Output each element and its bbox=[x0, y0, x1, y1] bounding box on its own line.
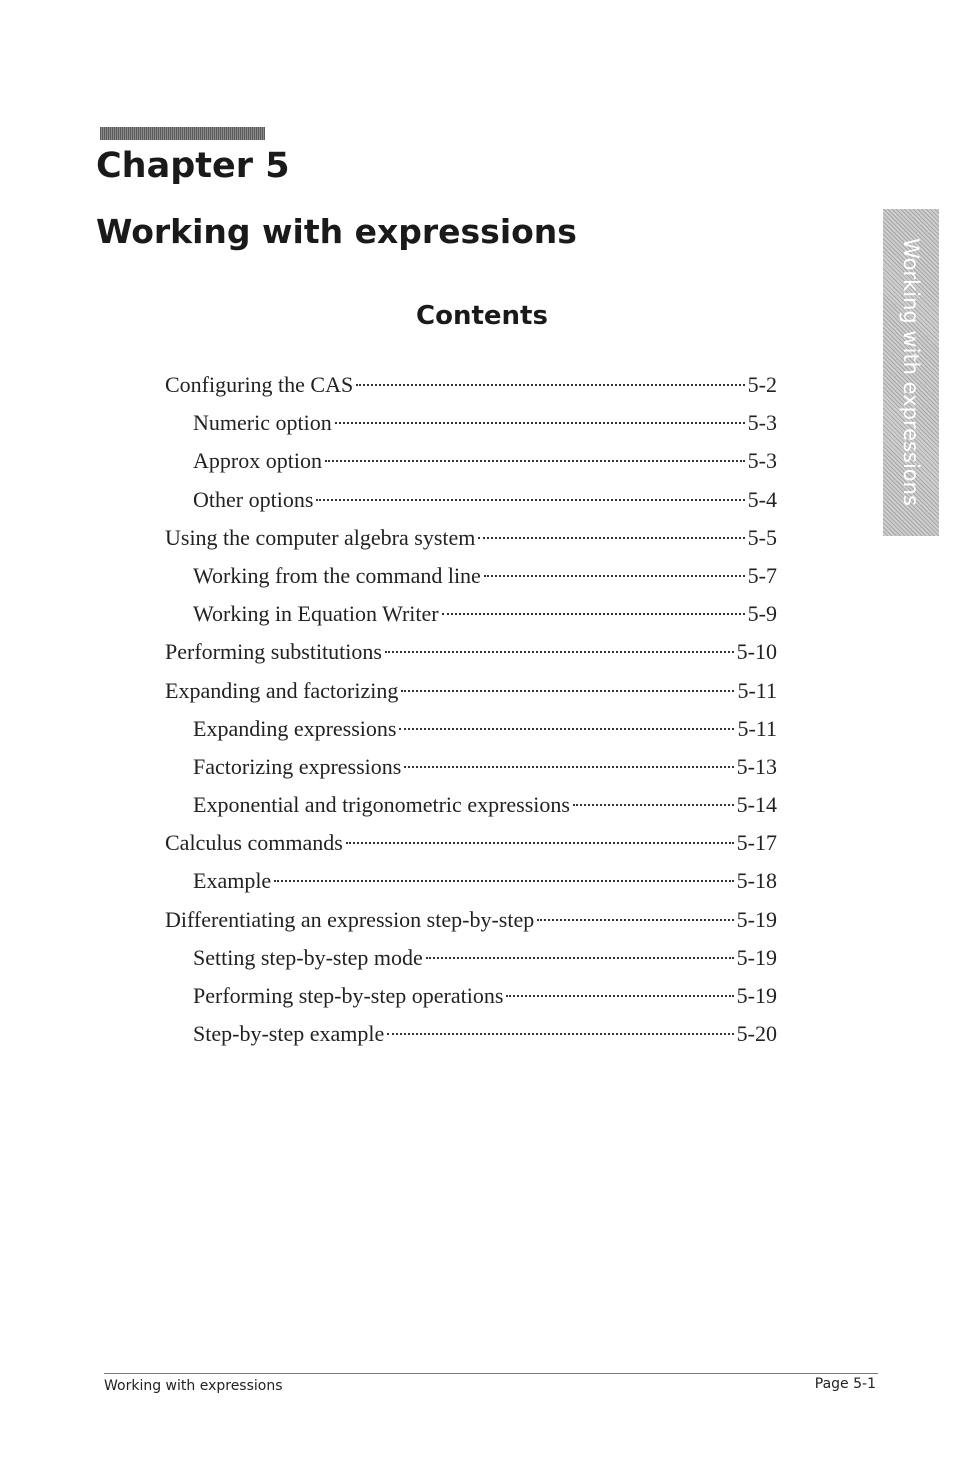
toc-entry-title: Factorizing expressions bbox=[193, 753, 402, 779]
toc-entry-title: Using the computer algebra system bbox=[165, 524, 476, 550]
toc-entry-page: 5-11 bbox=[737, 715, 777, 741]
toc-entry-page: 5-11 bbox=[737, 677, 777, 703]
toc-entry[interactable] bbox=[165, 1015, 777, 1053]
toc-entry[interactable] bbox=[165, 672, 777, 710]
toc-entry-title: Differentiating an expression step-by-step bbox=[165, 906, 535, 932]
toc-dot-leader bbox=[484, 575, 745, 577]
toc-entry[interactable] bbox=[165, 824, 777, 862]
toc-entry-page: 5-19 bbox=[736, 906, 777, 932]
table-of-contents bbox=[165, 366, 777, 1053]
toc-entry-page: 5-2 bbox=[747, 372, 777, 397]
toc-dot-leader bbox=[346, 842, 734, 844]
toc-dot-leader bbox=[399, 728, 734, 730]
chapter-decorative-bar bbox=[100, 127, 265, 140]
toc-entry-title: Performing step-by-step operations bbox=[193, 983, 504, 1008]
toc-dot-leader bbox=[426, 957, 734, 959]
toc-entry[interactable] bbox=[165, 633, 777, 671]
footer-divider bbox=[104, 1373, 878, 1374]
toc-dot-leader bbox=[387, 1033, 733, 1035]
toc-entry-page: 5-10 bbox=[736, 639, 777, 665]
toc-entry-title: Numeric option bbox=[193, 410, 332, 436]
toc-entry[interactable] bbox=[165, 786, 777, 824]
toc-entry-title: Exponential and trigonometric expressions bbox=[193, 792, 570, 818]
toc-dot-leader bbox=[537, 919, 733, 921]
toc-entry[interactable] bbox=[165, 939, 777, 977]
toc-dot-leader bbox=[325, 460, 745, 462]
chapter-title: Working with expressions bbox=[96, 212, 577, 251]
toc-entry-title: Approx option bbox=[193, 448, 322, 474]
toc-entry-page: 5-3 bbox=[747, 410, 777, 436]
toc-entry[interactable] bbox=[165, 519, 777, 557]
toc-entry-title: Step-by-step example bbox=[193, 1021, 385, 1047]
toc-entry[interactable] bbox=[165, 748, 777, 786]
toc-entry[interactable] bbox=[165, 977, 777, 1015]
toc-entry-page: 5-19 bbox=[736, 983, 777, 1008]
toc-dot-leader bbox=[442, 613, 745, 615]
toc-entry-title: Calculus commands bbox=[165, 830, 343, 856]
toc-entry-page: 5-3 bbox=[747, 448, 777, 474]
toc-entry[interactable] bbox=[165, 862, 777, 900]
toc-entry-page: 5-9 bbox=[747, 601, 777, 627]
toc-dot-leader bbox=[356, 384, 744, 386]
footer-section-title: Working with expressions bbox=[104, 1378, 283, 1394]
toc-entry-title: Setting step-by-step mode bbox=[193, 944, 423, 970]
toc-dot-leader bbox=[335, 422, 745, 424]
toc-entry-title: Performing substitutions bbox=[165, 639, 382, 665]
toc-entry-page: 5-13 bbox=[736, 753, 777, 779]
toc-entry-title: Configuring the CAS bbox=[165, 372, 354, 397]
toc-entry-page: 5-17 bbox=[736, 830, 777, 856]
toc-entry-title: Other options bbox=[193, 486, 314, 512]
toc-entry[interactable] bbox=[165, 442, 777, 480]
footer-page-number: Page 5-1 bbox=[814, 1376, 876, 1392]
toc-entry-page: 5-7 bbox=[747, 562, 777, 588]
toc-entry[interactable] bbox=[165, 710, 777, 748]
toc-dot-leader bbox=[401, 690, 734, 692]
toc-entry-title: Working from the command line bbox=[193, 562, 481, 588]
contents-heading: Contents bbox=[416, 301, 548, 331]
side-tab-label: Working with expressions bbox=[899, 238, 923, 506]
toc-dot-leader bbox=[478, 537, 744, 539]
toc-entry-title: Expanding and factorizing bbox=[165, 677, 399, 703]
toc-entry-page: 5-20 bbox=[736, 1021, 777, 1047]
chapter-label: Chapter 5 bbox=[96, 146, 290, 186]
toc-dot-leader bbox=[506, 995, 733, 997]
toc-entry-title: Expanding expressions bbox=[193, 715, 397, 741]
toc-entry-page: 5-5 bbox=[747, 524, 777, 550]
toc-entry[interactable] bbox=[165, 595, 777, 633]
toc-entry[interactable] bbox=[165, 404, 777, 442]
toc-dot-leader bbox=[274, 880, 733, 882]
toc-entry-title: Working in Equation Writer bbox=[193, 601, 439, 627]
toc-dot-leader bbox=[573, 804, 734, 806]
toc-entry-page: 5-4 bbox=[747, 486, 777, 512]
side-thumb-tab bbox=[883, 209, 939, 536]
toc-dot-leader bbox=[316, 499, 744, 501]
toc-entry-page: 5-19 bbox=[736, 944, 777, 970]
toc-dot-leader bbox=[404, 766, 733, 768]
toc-entry[interactable] bbox=[165, 481, 777, 519]
toc-entry[interactable] bbox=[165, 557, 777, 595]
toc-entry-title: Example bbox=[193, 868, 272, 894]
toc-entry[interactable] bbox=[165, 366, 777, 404]
toc-entry-page: 5-14 bbox=[736, 792, 777, 818]
toc-dot-leader bbox=[385, 651, 734, 653]
toc-entry[interactable] bbox=[165, 901, 777, 939]
toc-entry-page: 5-18 bbox=[736, 868, 777, 894]
